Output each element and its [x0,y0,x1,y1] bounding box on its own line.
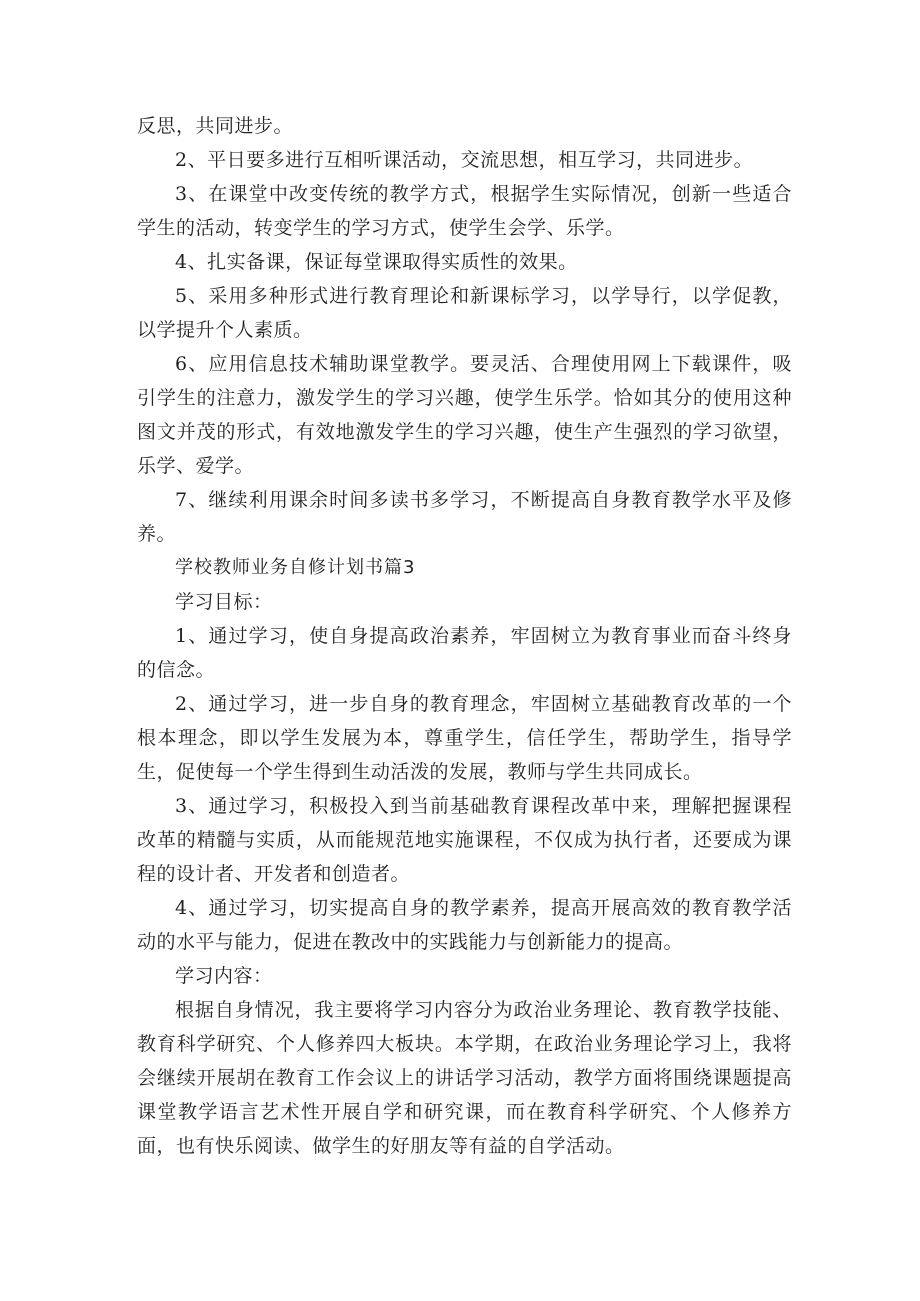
paragraph: 3、通过学习，积极投入到当前基础教育课程改革中来，理解把握课程改革的精髓与实质，从而能规范地实施课程，不仅成为执行者，还要成为课程的设计者、开发者和创造者。 [137,795,792,885]
paragraph: 3、在课堂中改变传统的教学方式，根据学生实际情况，创新一些适合学生的活动，转变学生的学习方式，使学生会学、乐学。 [137,183,792,239]
document-body [137,109,792,1163]
paragraph: 4、通过学习，切实提高自身的教学素养，提高开展高效的教育教学活动的水平与能力，促进在教改中的实践能力与创新能力的提高。 [137,897,792,953]
section-heading: 学校教师业务自修计划书篇3 [175,557,416,578]
paragraph: 2、通过学习，进一步自身的教育理念，牢固树立基础教育改革的一个根本理念，即以学生发展为本，尊重学生，信任学生，帮助学生，指导学生，促使每一个学生得到生动活泼的发展，教师与学生共同成长。 [137,693,792,783]
paragraph: 4、扎实备课，保证每堂课取得实质性的效果。 [175,251,578,273]
paragraph: 根据自身情况，我主要将学习内容分为政治业务理论、教育教学技能、教育科学研究、个人修养四大板块。本学期，在政治业务理论学习上，我将会继续开展胡在教育工作会议上的讲话学习活动，教学方面将围绕课题提高课堂教学语言艺术性开展自学和研究课，而在教育科学研究、个人修养方面，也有快乐阅读、做学生的好朋友等有益的自学活动。 [137,999,792,1157]
paragraph: 反思，共同进步。 [137,115,294,137]
paragraph: 学习目标： [175,591,273,613]
paragraph: 2、平日要多进行互相听课活动，交流思想，相互学习，共同进步。 [175,149,754,171]
paragraph: 5、采用多种形式进行教育理论和新课标学习，以学导行，以学促教，以学提升个人素质。 [137,285,792,341]
paragraph: 7、继续利用课余时间多读书多学习，不断提高自身教育教学水平及修养。 [137,489,792,545]
paragraph: 学习内容： [175,965,273,987]
paragraph: 1、通过学习，使自身提高政治素养，牢固树立为教育事业而奋斗终身的信念。 [137,625,792,681]
paragraph: 6、应用信息技术辅助课堂教学。要灵活、合理使用网上下载课件，吸引学生的注意力，激发学生的学习兴趣，使学生乐学。恰如其分的使用这种图文并茂的形式，有效地激发学生的学习兴趣，使生产生强烈的学习欲望，乐学、爱学。 [137,353,792,477]
